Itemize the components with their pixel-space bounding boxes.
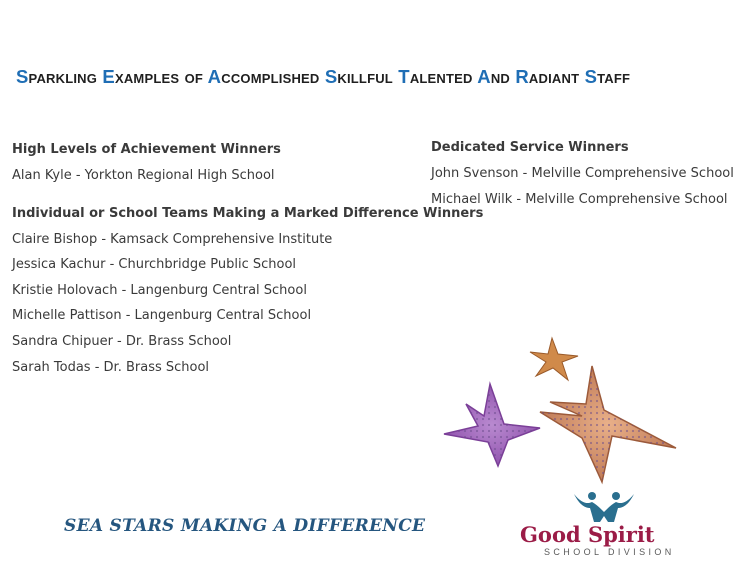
page-title bbox=[16, 66, 746, 88]
logo-name: Good Spirit bbox=[520, 522, 655, 547]
title-word: Skillful bbox=[324, 66, 393, 87]
title-word: of bbox=[184, 66, 204, 87]
winner-item: John Svenson - Melville Comprehensive School bbox=[431, 166, 734, 181]
title-word: And bbox=[477, 66, 511, 87]
starfish-small-icon bbox=[530, 338, 578, 380]
title-word: Radiant bbox=[515, 66, 580, 87]
title-word: Accomplished bbox=[207, 66, 320, 87]
section-heading: Individual or School Teams Making a Marked Difference Winners bbox=[12, 205, 484, 221]
title-word: Staff bbox=[584, 66, 631, 87]
winner-item: Claire Bishop - Kamsack Comprehensive Institute bbox=[12, 231, 333, 247]
winner-item: Michelle Pattison - Langenburg Central School bbox=[12, 308, 312, 324]
section-heading: High Levels of Achievement Winners bbox=[12, 142, 281, 157]
section-heading: Dedicated Service Winners bbox=[431, 140, 629, 155]
winner-item: Jessica Kachur - Churchbridge Public School bbox=[12, 257, 297, 273]
title-word: Examples bbox=[102, 66, 180, 87]
dedicated-service-section bbox=[431, 137, 734, 214]
people-figures-icon bbox=[570, 490, 638, 524]
achievement-section bbox=[12, 139, 483, 191]
tagline: SEA STARS MAKING A DIFFERENCE bbox=[64, 516, 426, 536]
logo-subtitle: SCHOOL DIVISION bbox=[544, 547, 675, 557]
starfish-large-icon bbox=[540, 366, 676, 482]
title-word: Talented bbox=[398, 66, 473, 87]
title-word: Sparkling bbox=[16, 66, 98, 87]
left-column bbox=[12, 139, 483, 382]
winner-item: Alan Kyle - Yorkton Regional High School bbox=[12, 168, 275, 183]
difference-section bbox=[12, 203, 483, 383]
right-column bbox=[431, 137, 734, 214]
winner-item: Michael Wilk - Melville Comprehensive School bbox=[431, 191, 728, 207]
winner-item: Kristie Holovach - Langenburg Central School bbox=[12, 282, 307, 298]
starfish-purple-icon bbox=[444, 384, 540, 466]
good-spirit-logo bbox=[518, 490, 678, 560]
winner-item: Sarah Todas - Dr. Brass School bbox=[12, 359, 210, 375]
starfish-group bbox=[432, 332, 692, 492]
winner-item: Sandra Chipuer - Dr. Brass School bbox=[12, 333, 232, 349]
